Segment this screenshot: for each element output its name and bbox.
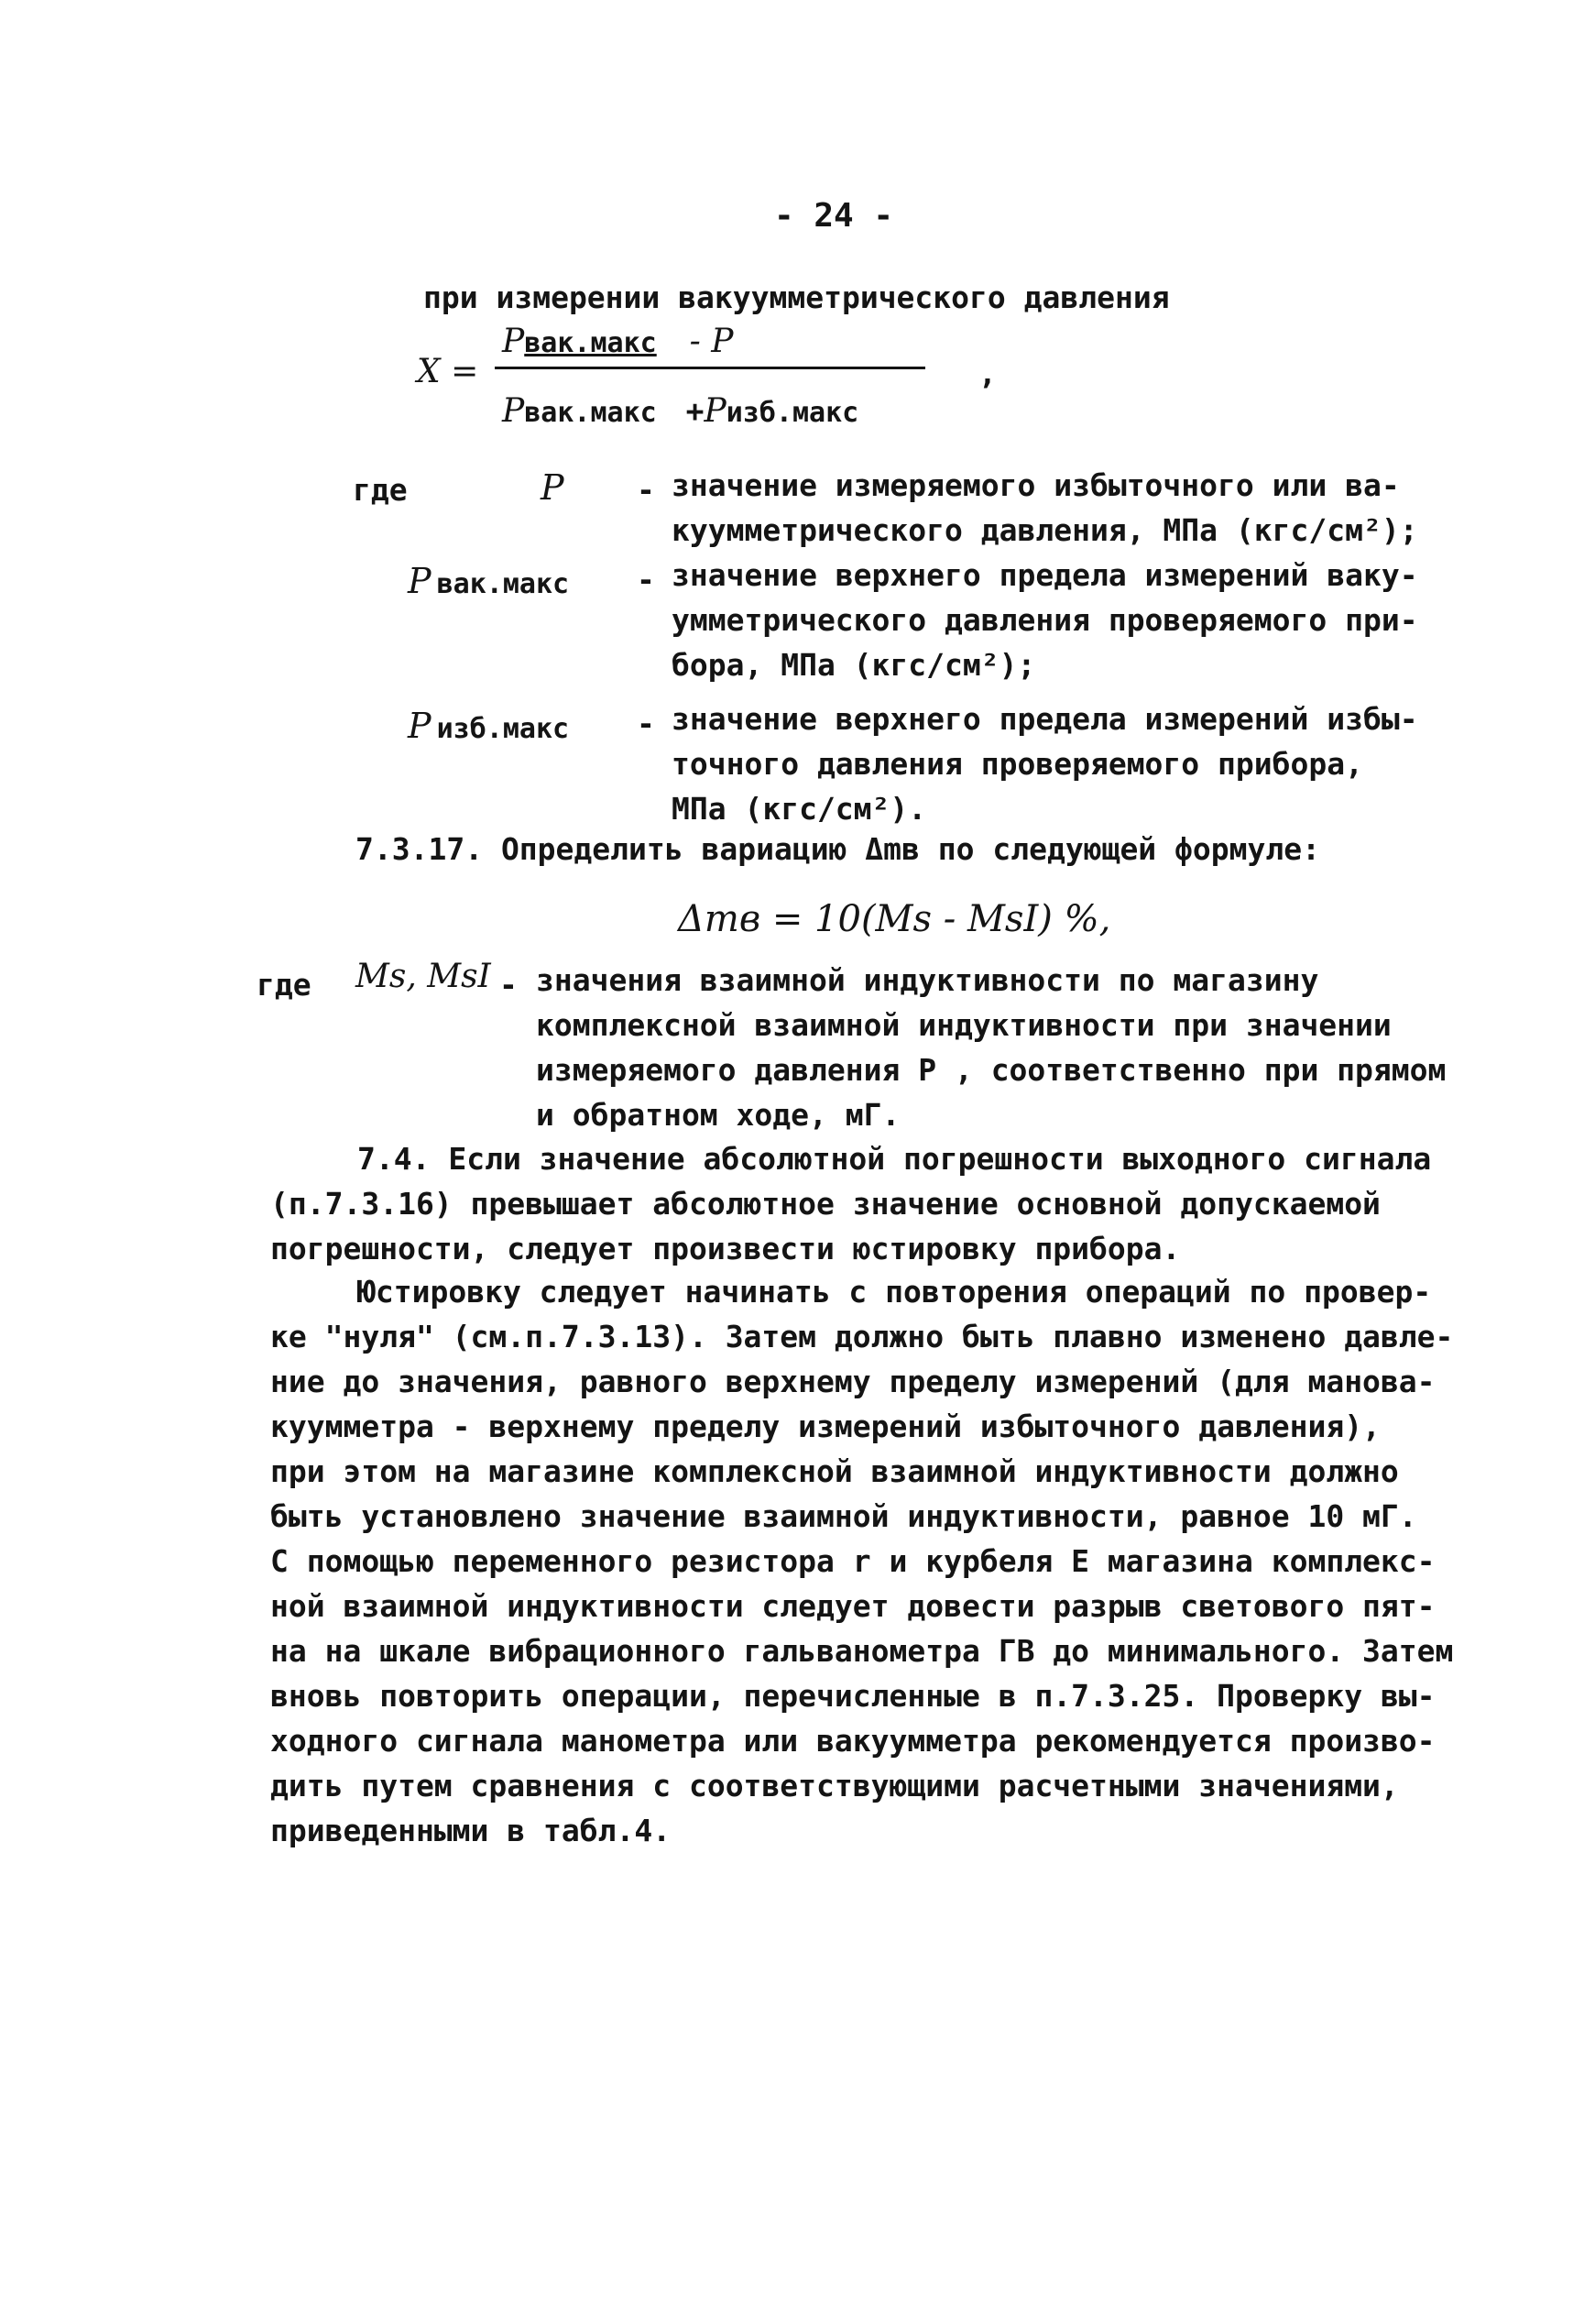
formula1-numerator xyxy=(502,323,733,360)
defs1-dash-1: - xyxy=(637,472,655,508)
defs1-desc-3-line: значение верхнего предела измерений избы- xyxy=(672,701,1418,737)
paragraph-7-4-line: 7.4. Если значение абсолютной погрешности выходного сигнала xyxy=(357,1141,1432,1177)
defs1-desc-2 xyxy=(672,553,1418,687)
defs2-desc xyxy=(536,958,1446,1137)
defs1-sym-p-izb-max xyxy=(408,706,569,746)
paragraph-adjustment-line: ной взаимной индуктивности следует довести разрыв светового пят- xyxy=(270,1588,1436,1624)
intro-text: при измерении вакуумметрического давления xyxy=(423,280,1170,315)
defs1-desc-1-line: куумметрического давления, МПа (кгс/см²); xyxy=(672,512,1418,548)
paragraph-7-4 xyxy=(270,1136,1431,1271)
paragraph-adjustment-line: ходного сигнала манометра или вакуумметра рекомендуется произво- xyxy=(270,1723,1436,1759)
formula1-den-p2: P xyxy=(704,392,726,430)
defs2-desc-line: измеряемого давления P , соответственно при прямом xyxy=(536,1052,1447,1088)
defs2-symbols: Ms, MsI xyxy=(355,958,491,995)
formula-variation: Δmв = 10(Ms - MsI) %, xyxy=(678,898,1111,940)
defs2-desc-line: и обратном ходе, мГ. xyxy=(536,1097,901,1133)
defs1-sym-p: P xyxy=(408,561,432,601)
paragraph-adjustment-line: куумметра - верхнему пределу измерений избыточного давления), xyxy=(270,1409,1381,1444)
defs2-where: где xyxy=(257,967,311,1003)
formula1-den-sub2: изб.макс xyxy=(726,397,859,429)
defs1-sym-p: P xyxy=(541,467,564,508)
defs1-desc-2-line: значение верхнего предела измерений ваку- xyxy=(672,557,1418,593)
formula1-lhs: X = xyxy=(417,353,479,390)
defs1-desc-2-line: умметрического давления проверяемого при- xyxy=(672,602,1418,638)
paragraph-7-4-line: (п.7.3.16) превышает абсолютное значение основной допускаемой xyxy=(270,1186,1381,1222)
formula1-num-p: P xyxy=(502,323,525,360)
paragraph-adjustment-line: дить путем сравнения с соответствующими расчетными значениями, xyxy=(270,1768,1399,1803)
defs1-desc-3 xyxy=(672,696,1418,831)
defs1-sym-p: P xyxy=(408,706,432,746)
paragraph-adjustment-line: приведенными в табл.4. xyxy=(270,1813,672,1848)
page-number: - 24 - xyxy=(774,197,894,235)
paragraph-adjustment-line: вновь повторить операции, перечисленные в п.7.3.25. Проверку вы- xyxy=(270,1678,1436,1714)
formula1-den-plus: + xyxy=(685,393,705,429)
formula1-num-rest: - P xyxy=(689,323,734,360)
defs1-desc-3-line: точного давления проверяемого прибора, xyxy=(672,746,1363,782)
defs1-desc-1-line: значение измеряемого избыточного или ва- xyxy=(672,467,1400,503)
defs1-desc-2-line: бора, МПа (кгс/см²); xyxy=(672,647,1036,683)
paragraph-adjustment-line: быть установлено значение взаимной индуктивности, равное 10 мГ. xyxy=(270,1498,1417,1534)
defs2-desc-line: комплексной взаимной индуктивности при значении xyxy=(536,1007,1392,1043)
defs2-desc-line: значения взаимной индуктивности по магазину xyxy=(536,962,1319,998)
defs1-dash-2: - xyxy=(637,562,655,597)
formula1-denominator xyxy=(502,392,858,430)
paragraph-adjustment-line: ке "нуля" (см.п.7.3.13). Затем должно быть плавно изменено давле- xyxy=(270,1319,1454,1354)
defs1-desc-1 xyxy=(672,463,1418,553)
defs1-desc-3-line: МПа (кгс/см²). xyxy=(672,791,927,827)
defs1-sym-sub: вак.макс xyxy=(436,568,570,600)
paragraph-7-4-line: погрешности, следует произвести юстировку прибора. xyxy=(270,1231,1181,1266)
paragraph-adjustment-line: ние до значения, равного верхнему пределу измерений (для манова- xyxy=(270,1364,1436,1399)
defs1-dash-3: - xyxy=(637,706,655,741)
defs1-sym-sub: изб.макс xyxy=(436,713,570,745)
formula1-trailing-comma: , xyxy=(978,356,997,391)
defs1-sym-p-vac-max xyxy=(408,561,569,601)
formula1-den-sub: вак.макс xyxy=(524,397,657,429)
formula1-fraction-bar xyxy=(495,367,925,369)
paragraph-7-3-17: 7.3.17. Определить вариацию Δmв по следующей формуле: xyxy=(355,831,1320,867)
paragraph-adjustment-line: Юстировку следует начинать с повторения операций по провер- xyxy=(357,1274,1432,1310)
paragraph-adjustment xyxy=(270,1269,1453,1853)
paragraph-adjustment-line: при этом на магазине комплексной взаимной индуктивности должно xyxy=(270,1453,1399,1489)
formula1-num-sub: вак.макс xyxy=(524,327,657,359)
defs1-where: где xyxy=(353,472,408,508)
defs2-dash: - xyxy=(499,967,518,1003)
formula1-den-p: P xyxy=(502,392,525,430)
paragraph-adjustment-line: на на шкале вибрационного гальванометра ГВ до минимального. Затем xyxy=(270,1633,1454,1669)
paragraph-adjustment-line: С помощью переменного резистора r и курбеля E магазина комплекс- xyxy=(270,1543,1436,1579)
